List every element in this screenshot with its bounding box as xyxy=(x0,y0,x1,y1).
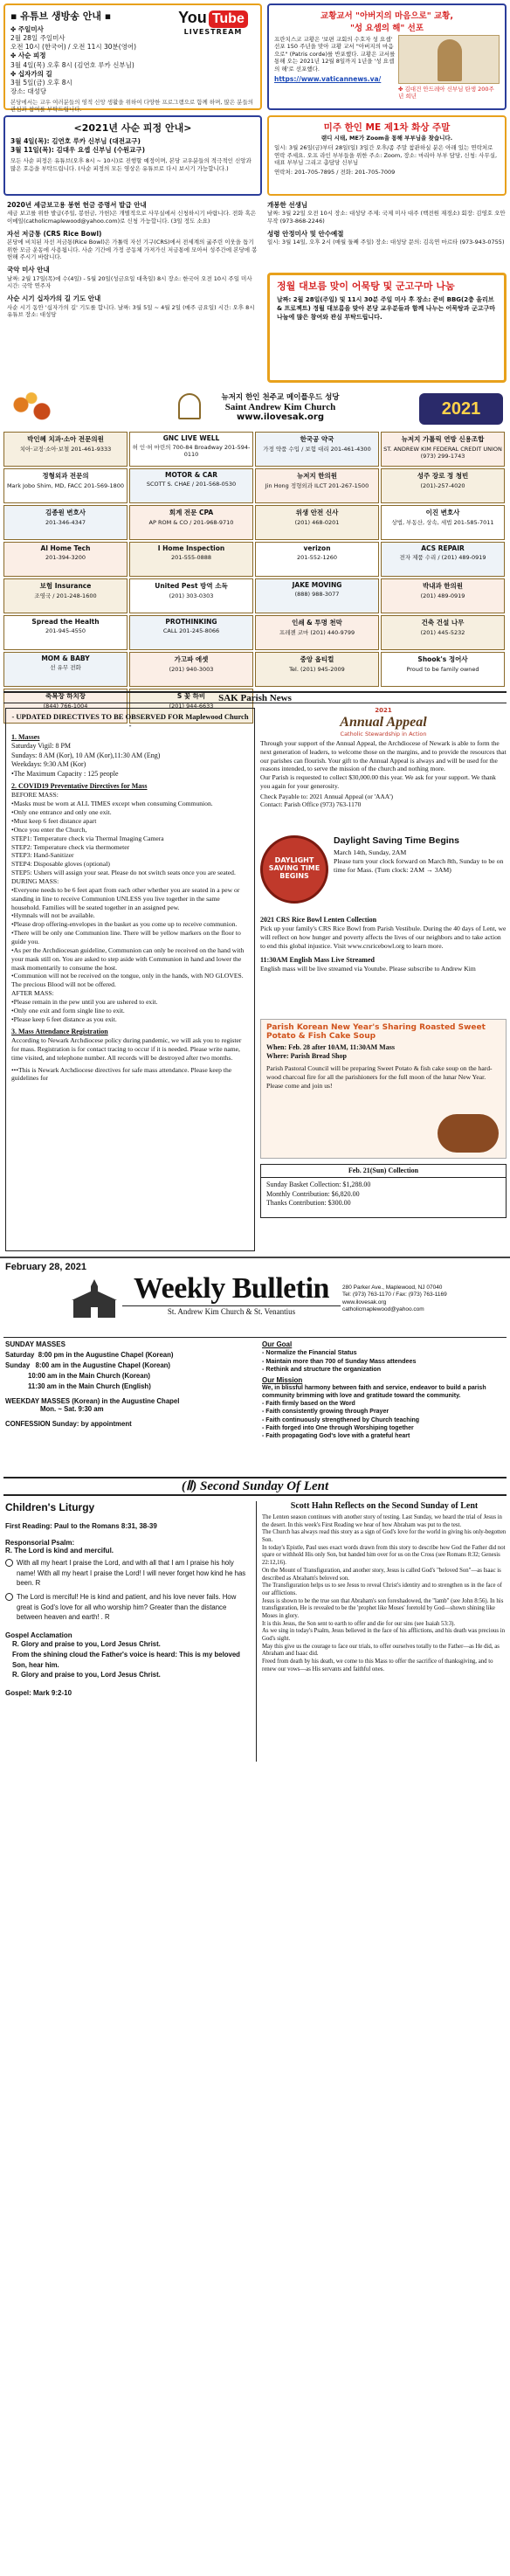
yt-line-4: 3월 4일(목) 오후 8시 (김연호 루카 신부님) xyxy=(10,60,134,69)
ad-title: 김종원 변호사 xyxy=(45,509,86,516)
ad-body: 201-346-4347 xyxy=(45,519,86,526)
liturgy-psalm-head: Responsorial Psalm: xyxy=(5,1539,75,1547)
annual-appeal xyxy=(260,706,507,830)
ny-where: Where: Parish Bread Shop xyxy=(266,1052,347,1061)
collection-head: Feb. 21(Sun) Collection xyxy=(261,1165,506,1178)
notice-r0-head: 개봉한 선생님 xyxy=(267,201,308,209)
bulletin-address: 280 Parker Ave., Maplewood, NJ 07040 Tel: (973) 763-1170 / Fax: (973) 763-1169 www.ilovesak.org catholicmaplewood@yahoo.com xyxy=(342,1285,447,1313)
masses-head: 1. Masses xyxy=(11,733,40,741)
ad-title: MOM & BABY xyxy=(41,654,90,662)
notice-0-head: 2020년 세금보고용 봉헌 헌금 증명서 발급 안내 xyxy=(7,201,147,209)
ad-card[interactable] xyxy=(3,505,128,540)
ad-title: ACS REPAIR xyxy=(421,544,465,552)
ad-title: verizon xyxy=(303,544,331,552)
youtube-logo[interactable] xyxy=(171,9,255,36)
ad-body: 201-945-4550 xyxy=(45,627,86,634)
collection-box xyxy=(260,1164,507,1218)
me-phone: 연락처: 201-705-7895 / 전화: 201-705-7009 xyxy=(274,168,396,176)
bulletin-sub: St. Andrew Kim Church & St. Venantius xyxy=(122,1305,341,1316)
ad-card[interactable] xyxy=(255,542,379,577)
ad-card[interactable] xyxy=(129,578,253,613)
ad-card[interactable] xyxy=(381,505,505,540)
ny-title: Parish Korean New Year's Sharing Roasted Sweet Potato & Fish Cake Soup xyxy=(266,1023,486,1041)
appeal-title: Annual Appeal xyxy=(340,715,427,730)
ad-body: AP ROM & CO / 201-968-9710 xyxy=(148,519,234,526)
right-notices xyxy=(267,201,507,252)
ad-title: 정형외과 전문의 xyxy=(42,472,89,480)
ad-card[interactable] xyxy=(381,615,505,650)
live-head: 11:30AM English Mass Live Streamed xyxy=(260,955,375,964)
ad-title: 뉴저지 가톨릭 연방 신용조합 xyxy=(401,435,485,443)
gospel-acclamation-body: R. Glory and praise to you, Lord Jesus Christ. From the shining cloud the Father's voice is heard: This is my beloved Son, hear him. R. Glory and praise to you, Lord Jesus Christ. xyxy=(12,1640,240,1679)
ad-body: (201) 303-0303 xyxy=(169,592,214,599)
ad-title: 성주 장로 정 청빈 xyxy=(417,472,469,480)
year-2021-text: 2021 xyxy=(441,399,481,419)
second-sunday-title: (Ⅱ) Second Sunday Of Lent xyxy=(181,1479,329,1493)
page-divider xyxy=(0,1257,510,1258)
ad-card[interactable] xyxy=(3,468,128,503)
kim-taegon-jubilee: ✤ 김대건 안드레아 신부님 탄생 200주년 희년 xyxy=(398,86,494,100)
bulletin-date: February 28, 2021 xyxy=(5,1262,86,1272)
ad-body: 상법, 부동산, 상속, 세법 201-585-7011 xyxy=(391,519,494,526)
covid-body: BEFORE MASS: •Masks must be worn at ALL TIMES except when consuming Communion. •Only one entrance and only one exit. •Must keep 6 feet distance apart •Once you enter the Church, STEP1: Temperature check via Thermal Imaging Camera STEP2: Temperature check via thermometer STEP3: Hand-Sanitizer STEP4: Disposable gloves (optional) STEP5: Ushers will assign your seat. Please do not switch seats once you are seated. DURING MASS: •Everyone needs to be 6 feet apart from each other whether you are seated in a pew or standing in line to receive Communion UNLESS you live together in the same household. Families will be seated together in an assigned pew. •Hymnals will not be available. •Please drop offering-envelopes in the basket as you come up to receive communion. •There will be only one Communion line. There will be yellow markers on the floor to guide you. •As per the Archdiocesan guideline, Communion can only be received on the hand with your mask still on. You are asked to step aside with Communion in hand and lower the mask momentarily to consume the host. •Communion will not be received on the tongue, only in the hands, with NO GLOVES. The precious Blood will not be offered. AFTER MASS: •Please remain in the pew until you are ushered to exit. •Only one exit and form single line to exit. •Please keep 6 feet distance as you exit. xyxy=(11,791,245,1023)
ad-body: (201) 489-0919 xyxy=(420,592,465,599)
ad-title: 한국공 약국 xyxy=(300,435,334,443)
ad-card[interactable] xyxy=(129,432,253,467)
me-title: 미주 한인 ME 제1차 화상 주말 xyxy=(323,122,451,133)
notice-1-head: 자선 저금통 (CRS Rice Bowl) xyxy=(7,230,102,238)
gospel-reading: Gospel: Mark 9:2-10 xyxy=(5,1688,72,1697)
sunday-masses-body: Saturday 8:00 pm in the Augustine Chapel (Korean) Sunday 8:00 am in the Augustine Chapel (Korean) 10:00 am in the Main Church (Korean) 11:30 am in the Main Church (English) xyxy=(5,1351,174,1391)
youtube-logo-live: LIVESTREAM xyxy=(183,28,243,36)
ad-title: 건축 건설 나무 xyxy=(421,619,465,627)
dst-block xyxy=(260,835,507,911)
new-year-sharing-en xyxy=(260,1019,507,1159)
youtube-notice-box xyxy=(3,3,262,114)
ad-title: 인쇄 & 투명 천막 xyxy=(292,619,342,627)
liturgy-verse-2: The Lord is merciful! He is kind and patient, and his love never fails. How great is God's love for all who worship him? Greater than the distance between heaven and earth! . R xyxy=(17,1593,237,1622)
notice-2-body: 날짜: 2월 17일(목)에 수(4일) - 5월 20일(성금요일 대축일) 8시 장소: 한국어 오전 10시 주일 미사 시간: 국악 연주자 xyxy=(7,274,252,289)
notice-r0-body: 날짜: 3월 22일 오전 10시 장소: 대성당 주제: 국제 미사 대주 (백전원 재경소) 회장: 김영호 오안 무작 (973-868-2246) xyxy=(267,210,506,225)
sunday-masses-head: SUNDAY MASSES xyxy=(5,1340,65,1348)
ad-body: Jin Hong 정형외과 ILCT 201-267-1500 xyxy=(265,482,369,489)
retreat-title: <2021년 사순 피정 안내> xyxy=(73,122,192,134)
lunar-body: 날짜: 2월 28일(주일) 및 11시 30분 주일 미사 후 장소: 준비 BBG(2층 올리브 & 프로젝트) 정월 대보름을 맞아 본당 교우분들과 함께 나누는 어묵탕과 군고구마 나눔에 많은 참여와 관심 부탁드립니다. xyxy=(277,296,496,321)
ad-body: ST. ANDREW KIM FEDERAL CREDIT UNION (973) 299-1743 xyxy=(383,446,502,460)
parish-name-en: Saint Andrew Kim Church xyxy=(224,402,336,412)
ad-card[interactable] xyxy=(381,468,505,503)
yt-line-3: ✤ 사순 피정 xyxy=(10,52,46,60)
ad-card[interactable] xyxy=(255,505,379,540)
crs-head: 2021 CRS Rice Bowl Lenten Collection xyxy=(260,916,377,924)
st-joseph-figure xyxy=(438,39,462,81)
appeal-year: 2021 xyxy=(375,707,392,714)
ad-body: (201) 944-6633 xyxy=(169,703,214,710)
ad-title: GNC LIVE WELL xyxy=(162,434,220,442)
bulletin-masthead xyxy=(122,1274,341,1316)
dst-title: Daylight Saving Time Begins xyxy=(334,835,459,846)
ad-body: 선 유무 전화 xyxy=(50,664,81,671)
goal-head: Our Goal xyxy=(262,1340,293,1348)
ad-title: 중앙 옵티컬 xyxy=(300,655,334,663)
ad-title: MOTOR & CAR xyxy=(165,471,217,479)
ad-title: 위생 안전 신사 xyxy=(295,509,339,516)
gospel-acclamation-head: Gospel Acclamation xyxy=(5,1631,72,1640)
appeal-check: Check Payable to: 2021 Annual Appeal (or 'AAA') Contact: Parish Office (973) 763-1170 xyxy=(260,792,394,809)
ny-body: Parish Pastoral Council will be preparing Sweet Potato & fish cake soup on the hard-wood charcoal fire for all the parishioners for the full moon of the lunar New Year. Please come and join us! xyxy=(266,1063,493,1090)
ad-body: 201-394-3200 xyxy=(45,554,86,561)
hahn-body: The Lenten season continues with another story of testing. Last Sunday, we heard the trial of Jesus in the desert. In this week's First Reading we hear of how Abraham was put to the test. The Church has always read this story as a sign of God's love for the world in giving his only-begotten Son. In today's Epistle, Paul uses exact words drawn from this story to describe how God the Father did not spare or withhold His only Son, but handed him over for us on the Cross (see Romans 8:32; Genesis 22:12,16). On the Mount of Transfiguration, and another story, Jesus is called God's "beloved Son"—as Isaac is described as Abraham's beloved son. The Transfiguration helps us to see Jesus to reveal Christ's identity and to strengthen us in the face of our afflictions. Jesus is shown to be the true son that Abraham's son foreshadowed, the "lamb" (see John 8:56). In his transfiguration, He is revealed to be the 'prophet like Moses' foretold by God—shown shining like Moses in glory. It is this Jesus, the Son sent to earth to offer and die for our sins (see Isaiah 53:3). As we sing in today's Psalm, Jesus believed in the face of his afflictions, and his death was precious in God's sight. May this give us the courage to face our trials, to offer ourselves totally to the Father—as He did, as Abraham and Isaac did. Freed from death by his death, we come to this Mass to offer the sacrifice of thanksgiving, and to renew our vows—as His servants and faithful ones. xyxy=(262,1514,507,1672)
ad-title: United Pest 방역 소독 xyxy=(155,582,228,590)
covid-head: 2. COVID19 Preventative Directives for Mass xyxy=(11,781,148,790)
crs-block xyxy=(260,916,507,973)
liturgy-first-reading: First Reading: Paul to the Romans 8:31, 38-39 xyxy=(5,1522,157,1530)
childrens-liturgy xyxy=(5,1501,257,1762)
ad-card[interactable] xyxy=(129,505,253,540)
papal-letter-body: 프란치스코 교황은 '보편 교회의 수호자 성 요셉' 선포 150 주년을 맞아 교황 교서 "아버지의 마음으로" (Patris corde)를 반포했다. 교황은 교서를 통해 오는 2021년 12월 8일까지 1년을 '성 요셉의 해'로 선포했다. xyxy=(274,36,396,73)
notice-1-body: 본당에 비치된 자선 저금통(Rice Bowl)은 가톨릭 자선 기구(CRS)에서 전세계의 굶주린 이웃을 돕기 위한 모금 운동에 사용됩니다. 사순 기간에 가정 공동체 가져가신 저금통에 모아서 성주간에 본당에 봉헌해 주시기 바랍니다. xyxy=(7,239,258,260)
hahn-title: Scott Hahn Reflects on the Second Sunday of Lent xyxy=(290,1501,479,1511)
ad-card[interactable] xyxy=(255,432,379,467)
ad-title: Al Home Tech xyxy=(40,544,91,552)
me-body: 일시: 3월 26일(금)부터 28일(일) 3일간 오후/좀 주말 참관하실 분은 아래 있는 연락처로 연락 주세요. 오프 라인 부부들을 위한 주소: Zoom, 장소: 마리아 부부 담당, 신청: 사무실, 대표 부부님 그리고 총담당 신부님 xyxy=(274,144,498,167)
news-header-bar xyxy=(3,691,507,703)
ad-body: (201)-257-4020 xyxy=(420,482,465,489)
ad-card[interactable] xyxy=(3,615,128,650)
ad-title: Spread the Health xyxy=(31,618,100,626)
ad-body: 허 인·허 마린의 700-84 Broadway 201-594-0110 xyxy=(132,444,251,459)
ad-card[interactable] xyxy=(129,615,253,650)
goal-body: - Normalize the Financial Status - Maintain more than 700 of Sunday Mass attendees - Rethink and structure the organization xyxy=(262,1348,417,1374)
papal-letter-title-1: 교황교서 "아버지의 마음으로" 교황, xyxy=(320,11,453,21)
youtube-logo-tube: Tube xyxy=(209,10,248,28)
church-building-icon xyxy=(66,1278,122,1319)
registration-head: 3. Mass Attendance Registration xyxy=(11,1027,108,1035)
parish-url[interactable]: www.ilovesak.org xyxy=(236,412,324,422)
ad-card[interactable] xyxy=(255,468,379,503)
ny-when: When: Feb. 28 after 10AM, 11:30AM Mass xyxy=(266,1043,395,1051)
yt-line-5: ✤ 십자가의 길 xyxy=(10,69,52,78)
goal-mission xyxy=(262,1340,507,1440)
ad-card[interactable] xyxy=(255,615,379,650)
papal-letter-title-2: "성 요셉의 해" 선포 xyxy=(349,24,424,33)
dst-clock-badge xyxy=(260,835,328,904)
registration-body-2: •••This is Newark Archdiocese directives for safe mass attendance. Please keep the guidelines for xyxy=(11,1065,232,1083)
notice-2-head: 국악 미사 안내 xyxy=(7,266,50,274)
appeal-sub: Catholic Stewardship in Action xyxy=(340,731,427,737)
ad-body: Proud to be family owned xyxy=(406,666,479,673)
ad-card[interactable] xyxy=(381,432,505,467)
ad-title: I Home Inspection xyxy=(157,544,225,552)
retreat-date-1: 3월 4일(목): 김연호 루카 신부님 (대전교구) xyxy=(10,137,141,145)
notice-r1-body: 일시: 3월 14일, 오후 2시 (매월 둘째 주일) 장소: 대성당 문의: 김옥연 마르타 (973-943-0755) xyxy=(267,239,505,246)
yt-place: 장소: 대성당 xyxy=(10,87,47,95)
mission-head: Our Mission xyxy=(262,1376,303,1385)
confession: CONFESSION Sunday: by appointment xyxy=(5,1420,132,1429)
yt-line-0: ✤ 주일미사 xyxy=(10,25,44,33)
masses-body: Saturday Vigil: 8 PM Sundays: 8 AM (Kor), 10 AM (Kor),11:30 AM (Eng) Weekdays: 9:30 AM (Kor) •The Maximum Capacity : 125 people xyxy=(11,742,161,778)
liturgy-verse-1: With all my heart I praise the Lord, and with all that I am I praise his holy name! With all my heart I praise the Lord! I will never forget how kind he has been. R xyxy=(17,1559,246,1588)
st-joseph-image xyxy=(398,35,500,84)
scott-hahn xyxy=(262,1501,507,1762)
ad-card[interactable] xyxy=(129,542,253,577)
ad-body: (844) 766-1004 xyxy=(43,703,88,710)
ad-title: 박인혜 치과·소아 전문의원 xyxy=(27,435,104,443)
ad-card[interactable] xyxy=(129,468,253,503)
yt-line-1: 2월 28일 주일미사 xyxy=(10,34,65,43)
ad-card[interactable] xyxy=(3,542,128,577)
ad-title: 뉴저지 한의원 xyxy=(296,472,338,480)
dst-clock-label: DAYLIGHT SAVING TIME BEGINS xyxy=(268,856,320,880)
bulletin-rule xyxy=(3,1337,507,1338)
ad-body: (888) 988-3077 xyxy=(294,591,340,598)
ad-card[interactable] xyxy=(255,652,379,687)
ad-title: S 꽃 하비 xyxy=(176,692,206,700)
ad-body: 조영국 / 201-248-1600 xyxy=(34,592,97,599)
ad-card[interactable] xyxy=(3,652,128,687)
notice-3-head: 사순 시기 십자가의 길 기도 안내 xyxy=(7,294,101,303)
yt-line-2: 오전 10시 (한국어) / 오전 11시 30분(영어) xyxy=(10,43,137,52)
ad-card[interactable] xyxy=(255,578,379,613)
leaf-decoration-left xyxy=(5,391,58,425)
dst-body: March 14th, Sunday, 2AM Please turn your clock forward on March 8th, Sunday to be on time for Mass. (Turn clock: 2AM → 3AM) xyxy=(334,848,504,875)
ad-card[interactable] xyxy=(3,432,128,467)
directives-title: - UPDATED DIRECTIVES TO BE OBSERVED FOR Maplewood Church - xyxy=(11,712,249,730)
ad-body: 전자 제품 수리 / (201) 489-0919 xyxy=(399,554,486,561)
ad-title: Shook's 정어사 xyxy=(417,655,468,663)
sweet-potato-image xyxy=(438,1114,499,1153)
second-sunday-banner xyxy=(3,1477,507,1496)
verse-2-marker-icon xyxy=(5,1593,13,1601)
verse-1-marker-icon xyxy=(5,1559,13,1567)
retreat-body: 모든 사순 피정은 유튜브(오후 8시 ~ 10시)로 진행할 예정이며, 본당 교우분들의 적극적인 신앙과 많은 호응을 부탁드립니다. (사순 피정의 모든 영상은 유튜브로 다시 보시기 가능합니다.) xyxy=(10,157,252,172)
church-logo-icon xyxy=(178,393,201,419)
yt-line-6: 3월 5일(금) 오후 8시 xyxy=(10,78,72,87)
youtube-notice-title: ▪ 유튜브 생방송 안내 ▪ xyxy=(10,10,112,22)
liturgy-title: Children's Liturgy xyxy=(5,1501,95,1513)
bulletin-title: Weekly Bulletin xyxy=(134,1272,329,1305)
ad-body: 치아·교정·소아·보철 201-461-9333 xyxy=(19,446,112,453)
ad-body: 201-555-0888 xyxy=(170,554,212,561)
papal-letter-box xyxy=(267,3,507,110)
weekday-masses-body: Mon. ~ Sat. 9:30 am xyxy=(40,1405,104,1414)
parish-name-kr: 뉴저지 한인 천주교 메이플우드 성당 xyxy=(221,393,340,402)
collection-body: Sunday Basket Collection: $1,288.00 Monthly Contribution: $6,820.00 Thanks Contribution: $300.00 xyxy=(266,1181,371,1208)
ad-body: (201) 940-3003 xyxy=(169,666,214,673)
ad-title: 이진 변호사 xyxy=(425,509,460,516)
year-2021-badge xyxy=(419,393,503,425)
ad-card[interactable] xyxy=(381,578,505,613)
notice-r1-head: 성령 안정미사 및 안수예절 xyxy=(267,230,344,238)
yt-note: 본당에서는 교우 여러분들의 영적 신앙 생활을 위하여 다양한 프로그램으로 함께 하며, 많은 분들의 관심과 참여를 부탁드립니다. xyxy=(10,99,254,114)
appeal-body: Through your support of the Annual Appeal, the Archdiocese of Newark is able to form the next generation of leaders, to welcome those on the margins, and to provide the resources that our parishes can flourish. Your gift to the Annual Appeal is always and will be used for the reasons intended, to serve the mission of the church and nothing more. Our Parish is requested to collect $30,000.00 this year. We ask for your support. We thank you again for your generosity. xyxy=(260,739,507,790)
ad-body: (201) 468-0201 xyxy=(294,519,340,526)
ad-body: (201) 445-5232 xyxy=(420,629,465,636)
vatican-news-link[interactable]: https://www.vaticannews.va/ xyxy=(274,75,382,84)
ad-body: Tel. (201) 945-2009 xyxy=(289,666,345,673)
lunar-sharing-box xyxy=(267,273,507,383)
ad-title: 축복장 하치장 xyxy=(45,692,86,700)
liturgy-response: R. The Lord is kind and merciful. xyxy=(5,1547,114,1555)
lunar-title: 정월 대보름 맞이 어묵탕 및 군고구마 나눔 xyxy=(277,280,455,292)
parish-header xyxy=(0,388,510,428)
crs-body: Pick up your family's CRS Rice Bowl from Parish Vestibule. During the 40 days of Lent, we will reflect on how hunger and poverty affects the lives of our neighbors and to take action to end this global injustice. Visit www.crsricebowl.org to learn more. xyxy=(260,924,507,951)
ad-card[interactable] xyxy=(381,652,505,687)
live-body: English mass will be live streamed via Youtube. Please subscribe to Andrew Kim xyxy=(260,965,476,973)
ad-card[interactable] xyxy=(381,542,505,577)
church-building-svg xyxy=(66,1278,122,1319)
ad-title: 박내과 한의원 xyxy=(422,582,464,590)
ad-title: JAKE MOVING xyxy=(292,581,342,589)
mass-schedule xyxy=(5,1340,260,1428)
left-notices xyxy=(7,201,258,323)
ad-body: 201-552-1260 xyxy=(296,554,338,561)
ad-body: CALL 201-245-8066 xyxy=(162,627,220,634)
ad-body: 프레젠 코마 (201) 440-9799 xyxy=(279,629,355,636)
notice-3-body: 사순 시기 동안 '십자가의 길' 기도를 합니다. 날짜: 3월 5일 ~ 4월 2일 (매주 금요일) 시간: 오후 8시 유튜브 장소: 대성당 xyxy=(7,303,255,318)
ad-title: 회계 전문 CPA xyxy=(169,509,214,516)
ad-card[interactable] xyxy=(3,578,128,613)
news-header: SAK Parish News xyxy=(218,693,292,703)
ad-title: PROTHINKING xyxy=(165,618,217,626)
youtube-logo-you: You xyxy=(178,9,207,26)
mission-body: We, in blissful harmony between faith and service, endeavor to build a parish community brimming with love and gratitude toward the community. - Faith firmly based on the Word - Faith consistently growing through Prayer - Faith continuously strengthened by Church teaching - Faith forged into One through Worshiping together - Faith propagating God's love with a grateful heart xyxy=(262,1385,486,1439)
lenten-retreat-box xyxy=(3,115,262,196)
registration-body: According to Newark Archdiocese policy during pandemic, we will ask you to register for mass. Registration is for contact tracing to occur if it is needed. Please write name, time visited, and telephone number. All records will be destroyed after two months. xyxy=(11,1035,242,1062)
retreat-date-2: 3월 11일(목): 김대우 요셉 신부님 (수원교구) xyxy=(10,146,146,155)
me-sub: 랜디 시태, ME가 Zoom을 통해 부부님을 찾습니다. xyxy=(320,135,453,142)
ad-card[interactable] xyxy=(129,652,253,687)
ad-body: SCOTT S. CHAE / 201-568-0530 xyxy=(146,481,237,488)
weekday-masses-head: WEEKDAY MASSES (Korean) in the Augustine Chapel xyxy=(5,1397,180,1406)
ad-body: Mark Jobo Shim, MD, FACC 201-569-1800 xyxy=(6,482,125,489)
directives-box xyxy=(5,708,255,1251)
ad-title: 가고파 에셋 xyxy=(174,655,209,663)
me-weekend-box xyxy=(267,115,507,196)
ad-body: 가정 약품 수입 / 보험 대리 201-461-4300 xyxy=(263,446,371,453)
notice-0-body: 세금 보고를 위한 발급(주일, 봉헌금, 가헌)은 개별적으로 사무실에서 신청하시기 바랍니다. 전화 혹은 이메일(catholicmaplewood@yahoo.com)로 신청 가능합니다. (3일 정도 소요) xyxy=(7,210,257,225)
ad-title: 보험 Insurance xyxy=(39,582,92,590)
